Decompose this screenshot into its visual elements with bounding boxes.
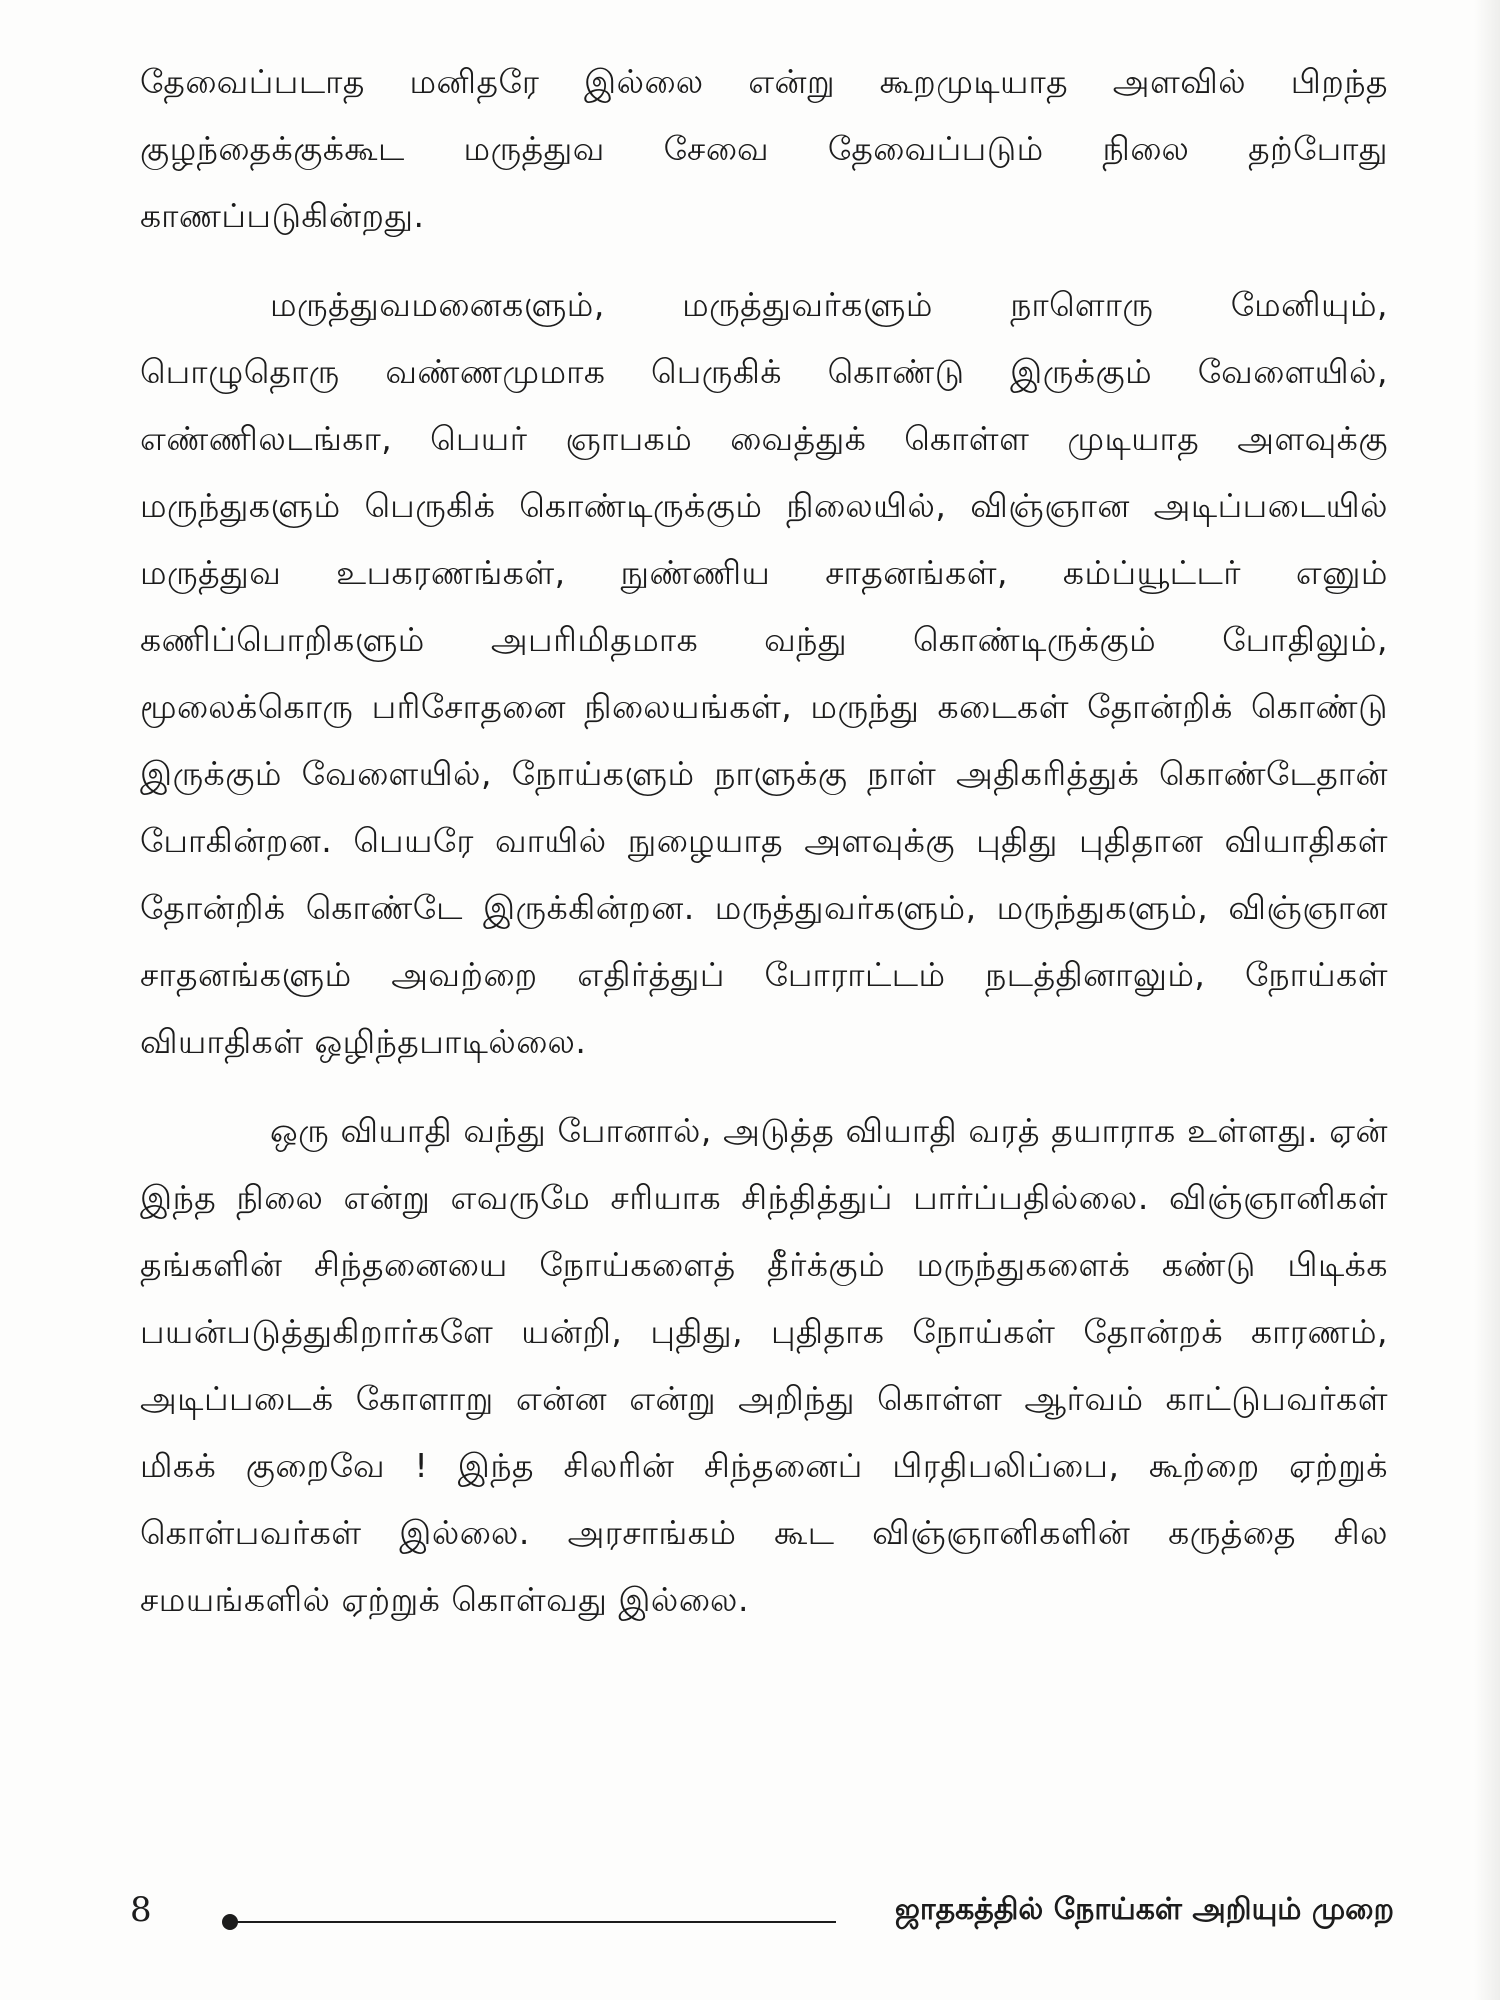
paragraph-1: தேவைப்படாத மனிதரே இல்லை என்று கூறமுடியாத அளவில் பிறந்த குழந்தைக்குக்கூட மருத்துவ சேவை தேவைப்படும் நிலை தற்போது காணப்படுகின்றது. (140, 62, 1388, 235)
page-edge-shadow (1474, 0, 1500, 2000)
page-footer (130, 1888, 1400, 1948)
footer-rule-line (236, 1921, 836, 1923)
body-text (140, 48, 1388, 1655)
paragraph-3: ஒரு வியாதி வந்து போனால், அடுத்த வியாதி வரத் தயாராக உள்ளது. ஏன் இந்த நிலை என்று எவருமே சரியாக சிந்தித்துப் பார்ப்பதில்லை. விஞ்ஞானிகள் தங்களின் சிந்தனையை நோய்களைத் தீர்க்கும் மருந்துகளைக் கண்டு பிடிக்க பயன்படுத்துகிறார்களே யன்றி, புதிது, புதிதாக நோய்கள் தோன்றக் காரணம், அடிப்படைக் கோளாறு என்ன என்று அறிந்து கொள்ள ஆர்வம் காட்டுபவர்கள் மிகக் குறைவே ! இந்த சிலரின் சிந்தனைப் பிரதிபலிப்பை, கூற்றை ஏற்றுக் கொள்பவர்கள் இல்லை. அரசாங்கம் கூட விஞ்ஞானிகளின் கருத்தை சில சமயங்களில் ஏற்றுக் கொள்வது இல்லை. (140, 1111, 1388, 1619)
running-book-title: ஜாதகத்தில் நோய்கள் அறியும் முறை (894, 1892, 1394, 1927)
page-number: 8 (130, 1890, 152, 1930)
paragraph-2: மருத்துவமனைகளும், மருத்துவர்களும் நாளொரு மேனியும், பொழுதொரு வண்ணமுமாக பெருகிக் கொண்டு இருக்கும் வேளையில், எண்ணிலடங்கா, பெயர் ஞாபகம் வைத்துக் கொள்ள முடியாத அளவுக்கு மருந்துகளும் பெருகிக் கொண்டிருக்கும் நிலையில், விஞ்ஞான அடிப்படையில் மருத்துவ உபகரணங்கள், நுண்ணிய சாதனங்கள், கம்ப்யூட்டர் எனும் கணிப்பொறிகளும் அபரிமிதமாக வந்து கொண்டிருக்கும் போதிலும், மூலைக்கொரு பரிசோதனை நிலையங்கள், மருந்து கடைகள் தோன்றிக் கொண்டு இருக்கும் வேளையில், நோய்களும் நாளுக்கு நாள் அதிகரித்துக் கொண்டேதான் போகின்றன. பெயரே வாயில் நுழையாத அளவுக்கு புதிது புதிதான வியாதிகள் தோன்றிக் கொண்டே இருக்கின்றன. மருத்துவர்களும், மருந்துகளும், விஞ்ஞான சாதனங்களும் அவற்றை எதிர்த்துப் போராட்டம் நடத்தினாலும், நோய்கள் வியாதிகள் ஒழிந்தபாடில்லை. (140, 285, 1388, 1061)
